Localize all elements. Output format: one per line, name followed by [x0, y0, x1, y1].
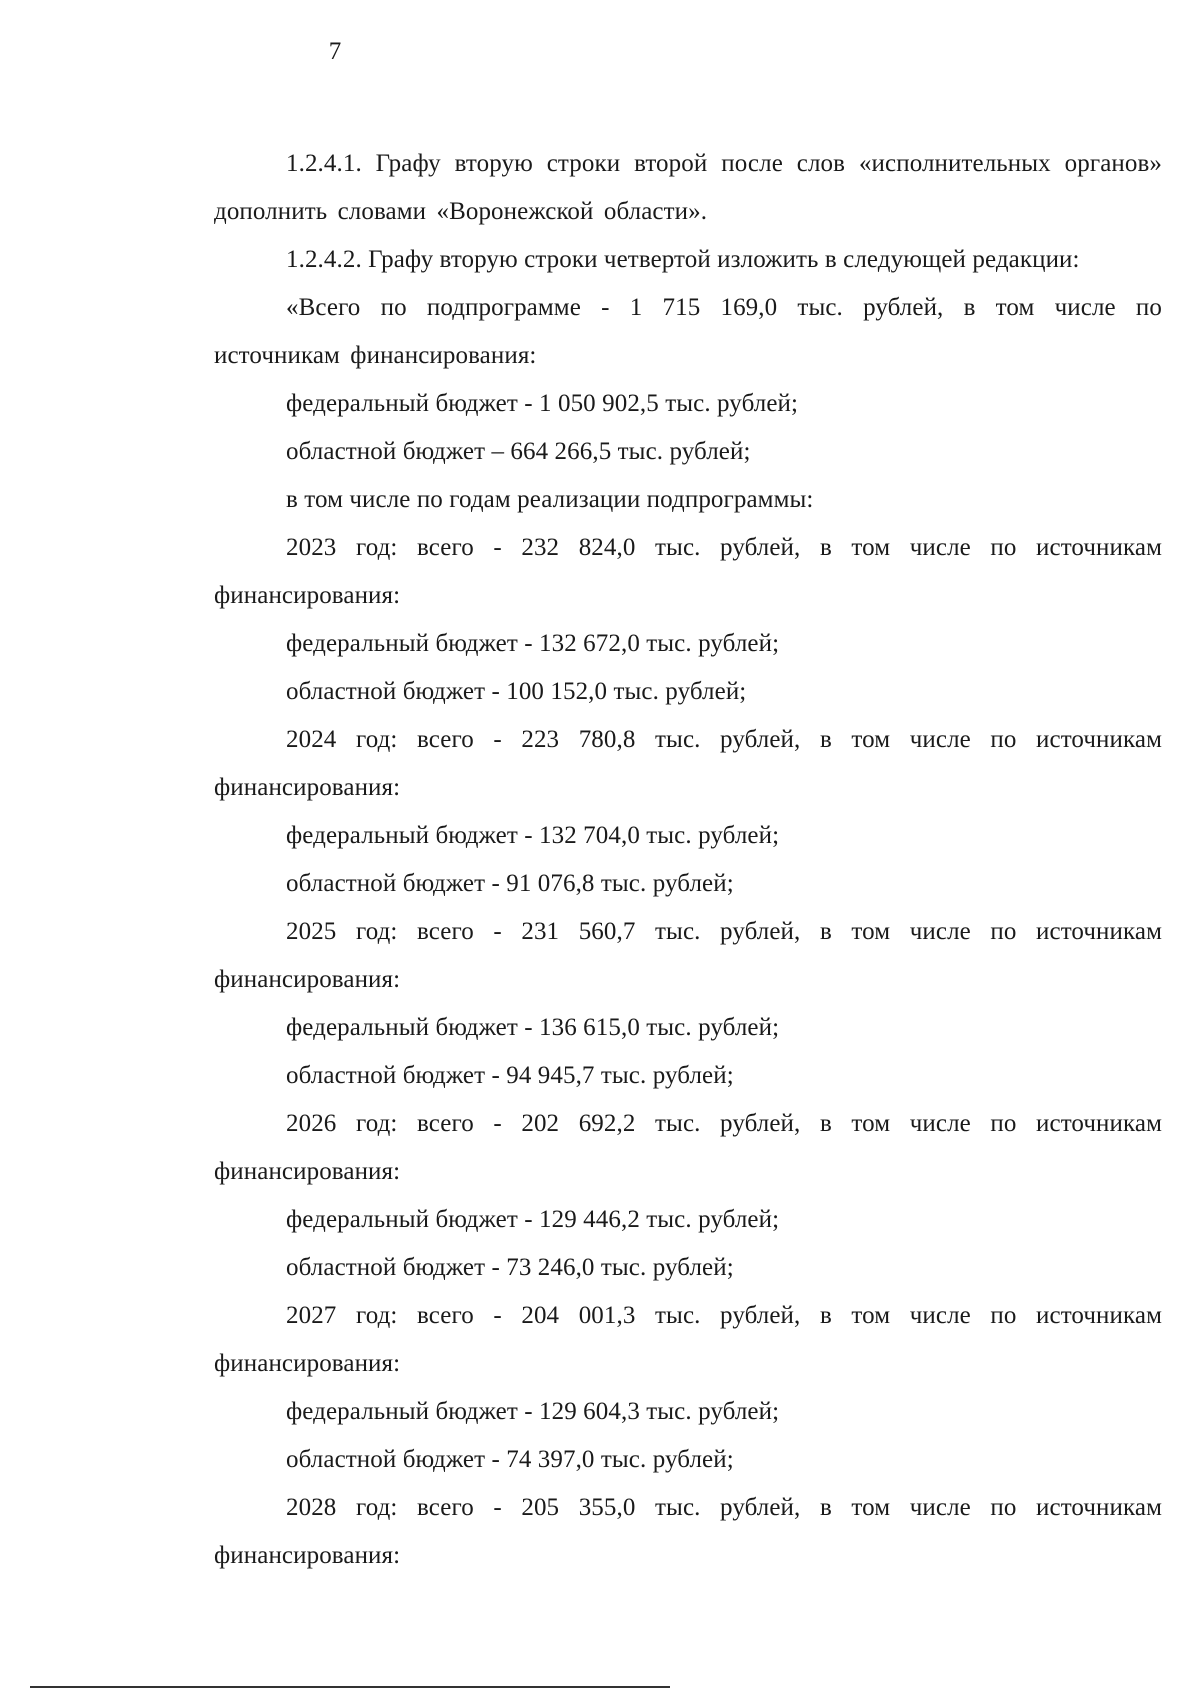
page-number	[0, 38, 1200, 66]
paragraph-year-2024-total: 2024 год: всего - 223 780,8 тыс. рублей, в том числе по источникам финансирования:	[214, 726, 1162, 801]
paragraph-year-2026-federal: федеральный бюджет - 129 446,2 тыс. рублей;	[286, 1206, 780, 1233]
paragraph-year-2023-federal: федеральный бюджет - 132 672,0 тыс. рублей;	[286, 630, 780, 657]
paragraph-amendment-1-2-4-1: 1.2.4.1. Графу вторую строки второй после слов «исполнительных органов» дополнить словами «Воронежской области».	[214, 150, 1162, 225]
paragraph-year-2024-federal: федеральный бюджет - 132 704,0 тыс. рублей;	[286, 822, 780, 849]
page-number-text: 7	[328, 38, 342, 65]
paragraph-year-2027-regional: областной бюджет - 74 397,0 тыс. рублей;	[286, 1446, 734, 1473]
paragraph-year-2026-total: 2026 год: всего - 202 692,2 тыс. рублей, в том числе по источникам финансирования:	[214, 1110, 1162, 1185]
paragraph-regional-total: областной бюджет – 664 266,5 тыс. рублей;	[286, 438, 751, 465]
paragraph-by-years-intro: в том числе по годам реализации подпрограммы:	[286, 486, 814, 513]
paragraph-federal-total: федеральный бюджет - 1 050 902,5 тыс. рублей;	[286, 390, 799, 417]
paragraph-amendment-1-2-4-2: 1.2.4.2. Графу вторую строки четвертой изложить в следующей редакции:	[286, 246, 1080, 273]
document-body	[214, 140, 1162, 1580]
paragraph-year-2027-total: 2027 год: всего - 204 001,3 тыс. рублей, в том числе по источникам финансирования:	[214, 1302, 1162, 1377]
scan-bottom-rule	[30, 1686, 670, 1688]
paragraph-year-2023-total: 2023 год: всего - 232 824,0 тыс. рублей, в том числе по источникам финансирования:	[214, 534, 1162, 609]
paragraph-year-2025-total: 2025 год: всего - 231 560,7 тыс. рублей, в том числе по источникам финансирования:	[214, 918, 1162, 993]
paragraph-year-2027-federal: федеральный бюджет - 129 604,3 тыс. рублей;	[286, 1398, 780, 1425]
paragraph-year-2025-regional: областной бюджет - 94 945,7 тыс. рублей;	[286, 1062, 734, 1089]
paragraph-total-funding: «Всего по подпрограмме - 1 715 169,0 тыс. рублей, в том числе по источникам финансирования:	[214, 294, 1162, 369]
paragraph-year-2023-regional: областной бюджет - 100 152,0 тыс. рублей;	[286, 678, 747, 705]
paragraph-year-2028-total: 2028 год: всего - 205 355,0 тыс. рублей, в том числе по источникам финансирования:	[214, 1494, 1162, 1569]
paragraph-year-2025-federal: федеральный бюджет - 136 615,0 тыс. рублей;	[286, 1014, 780, 1041]
paragraph-year-2024-regional: областной бюджет - 91 076,8 тыс. рублей;	[286, 870, 734, 897]
paragraph-year-2026-regional: областной бюджет - 73 246,0 тыс. рублей;	[286, 1254, 734, 1281]
